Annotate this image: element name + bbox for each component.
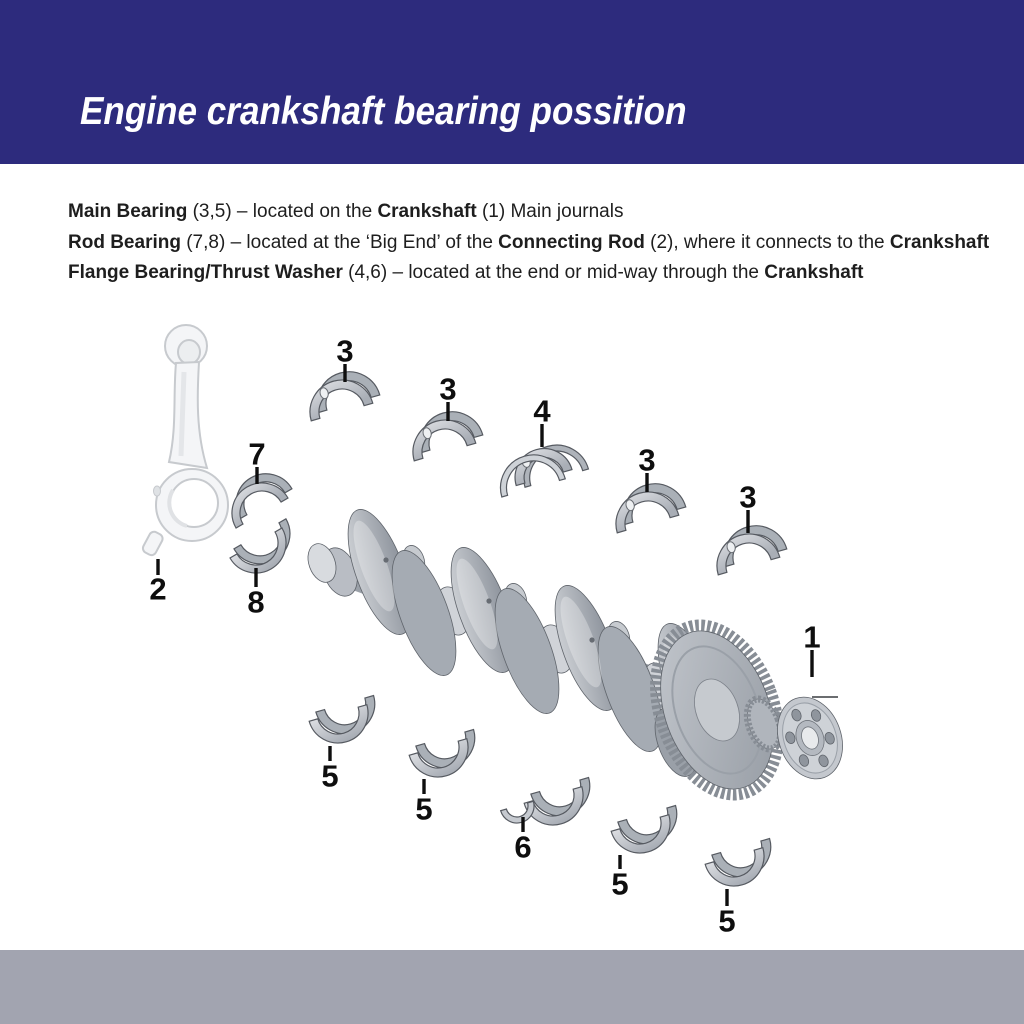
washer-band (501, 801, 538, 827)
text-segment: Flange Bearing/Thrust Washer (68, 262, 343, 283)
oil-hole (589, 637, 594, 642)
rod-small-end-bore (178, 340, 200, 364)
rod-shaft (169, 362, 207, 468)
part-label: 5 (718, 903, 736, 939)
part-label: 6 (514, 829, 532, 865)
text-segment: Rod Bearing (68, 231, 181, 253)
bearing-shell-3-1 (301, 364, 382, 421)
description-line (68, 258, 998, 289)
bearing-shell-5-3 (609, 806, 686, 861)
part-label: 7 (248, 436, 266, 472)
rod-bearing-8 (227, 519, 304, 584)
part-label: 2 (149, 571, 167, 607)
rod-cap-boss (141, 530, 164, 557)
part-label: 3 (336, 333, 354, 369)
part-label: 4 (533, 393, 551, 429)
part-label: 5 (321, 758, 339, 794)
text-segment: (1) Main journals (476, 201, 624, 222)
text-segment: (7,8) – located at the ‘Big End’ of the (180, 231, 499, 253)
text-segment: Crankshaft (889, 231, 990, 253)
part-label: 3 (638, 442, 656, 478)
bearing-shell-5-2 (407, 730, 484, 785)
text-segment: Crankshaft (764, 262, 864, 283)
part-label: 5 (611, 866, 629, 902)
connecting-rod (141, 325, 228, 557)
part-label: 3 (739, 479, 757, 515)
oil-hole (383, 557, 388, 562)
rod-shaft-groove (181, 372, 184, 456)
part-label: 1 (803, 619, 821, 655)
bearing-shell-3-2 (404, 404, 485, 461)
text-segment: Connecting Rod (498, 231, 645, 253)
description-block (68, 197, 998, 289)
description-line (68, 228, 998, 259)
text-segment: Crankshaft (377, 201, 477, 222)
bearing-shell-5-1 (307, 696, 384, 751)
text-segment: (3,5) – located on the (187, 201, 378, 222)
text-segment: Main Bearing (68, 201, 188, 222)
bearing-shell-5-4 (703, 839, 780, 894)
part-label: 5 (415, 791, 433, 827)
page-title: Engine crankshaft bearing possition (80, 90, 687, 133)
part-label: 3 (439, 371, 457, 407)
text-segment: (2), where it connects to the (644, 231, 890, 253)
footer-band (0, 950, 1024, 1024)
text-segment: (4,6) – located at the end or mid-way through the (342, 262, 765, 283)
rod-oil-hole (154, 486, 161, 496)
thrust-washer-6 (501, 801, 538, 827)
header-band (0, 0, 1024, 164)
description-line (68, 197, 998, 228)
part-label: 8 (247, 584, 265, 620)
oil-hole (486, 598, 491, 603)
